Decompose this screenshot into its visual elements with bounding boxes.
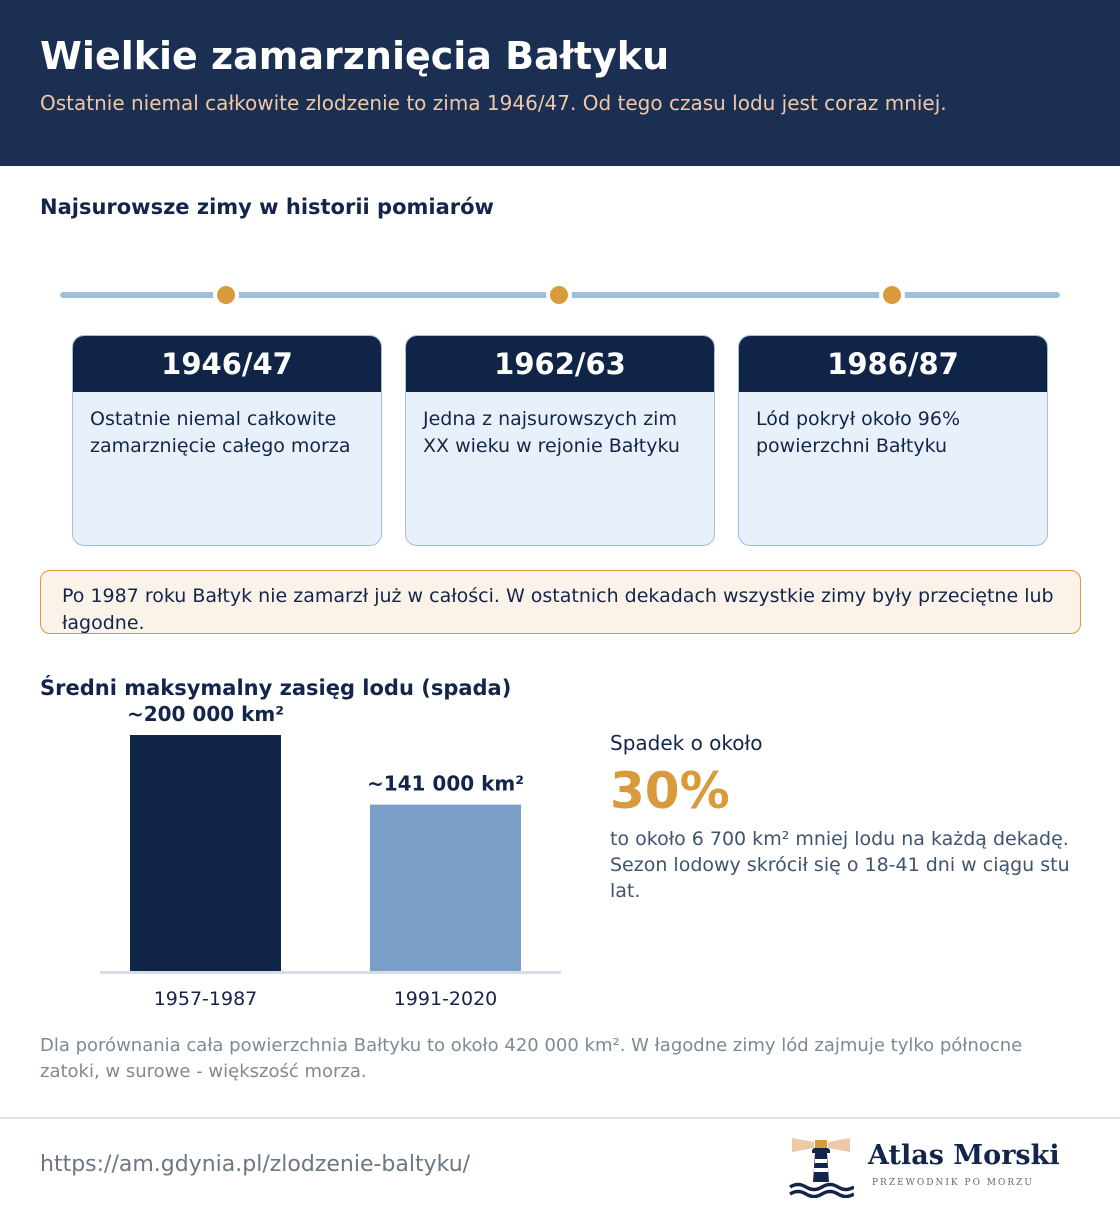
- timeline-dot: [213, 282, 239, 308]
- page-title: Wielkie zamarznięcia Bałtyku: [40, 34, 670, 78]
- card-year: 1986/87: [827, 347, 959, 381]
- category-label: 1991-2020: [393, 988, 498, 1010]
- bar-1991-2020: [370, 805, 521, 971]
- logo-name: Atlas Morski: [868, 1140, 1060, 1171]
- card-header: [73, 336, 381, 392]
- logo-tagline: PRZEWODNIK PO MORZU: [872, 1178, 1035, 1188]
- info-note: Po 1987 roku Bałtyk nie zamarzł już w całości. W ostatnich dekadach wszystkie zimy były przeciętne lub łagodne.: [40, 570, 1081, 634]
- card-header: [739, 336, 1047, 392]
- stat-value: 30%: [610, 762, 730, 820]
- bar-value-label: ~200 000 km²: [126, 702, 285, 726]
- source-url: https://am.gdynia.pl/zlodzenie-baltyku/: [40, 1152, 471, 1177]
- header: [0, 0, 1120, 166]
- timeline-dot: [546, 282, 572, 308]
- footer-divider: [0, 1117, 1120, 1119]
- lighthouse-icon: [788, 1132, 854, 1198]
- chart-title: Średni maksymalny zasięg lodu (spada): [40, 676, 512, 700]
- card-description: Jedna z najsurowszych zim XX wieku w rejonie Bałtyku: [423, 408, 680, 457]
- bar-1957-1987: [130, 735, 281, 971]
- winter-card-1962-63: [405, 335, 715, 546]
- winter-card-1986-87: [738, 335, 1048, 546]
- stat-label: Spadek o około: [610, 731, 763, 755]
- page-subtitle: Ostatnie niemal całkowite zlodzenie to zima 1946/47. Od tego czasu lodu jest coraz mniej.: [40, 91, 947, 115]
- timeline-title: Najsurowsze zimy w historii pomiarów: [40, 195, 494, 219]
- card-description: Lód pokrył około 96% powierzchni Bałtyku: [756, 408, 961, 457]
- bar-value-label: ~141 000 km²: [366, 771, 525, 796]
- category-label: 1957-1987: [153, 988, 258, 1010]
- atlas-morski-logo: [788, 1132, 1060, 1198]
- card-header: [406, 336, 714, 392]
- timeline-dot: [879, 282, 905, 308]
- footnote: Dla porównania cała powierzchnia Bałtyku to około 420 000 km². W łagodne zimy lód zajmuje tylko północne zatoki, w surowe - większość morza.: [40, 1035, 1023, 1082]
- x-axis-baseline: [100, 971, 561, 974]
- card-year: 1946/47: [161, 347, 293, 381]
- stat-description: to około 6 700 km² mniej lodu na każdą dekadę. Sezon lodowy skrócił się o 18-41 dni w ciągu stu lat.: [610, 828, 1070, 902]
- card-year: 1962/63: [494, 347, 626, 381]
- card-description: Ostatnie niemal całkowite zamarznięcie całego morza: [90, 408, 351, 457]
- winter-card-1946-47: [72, 335, 382, 546]
